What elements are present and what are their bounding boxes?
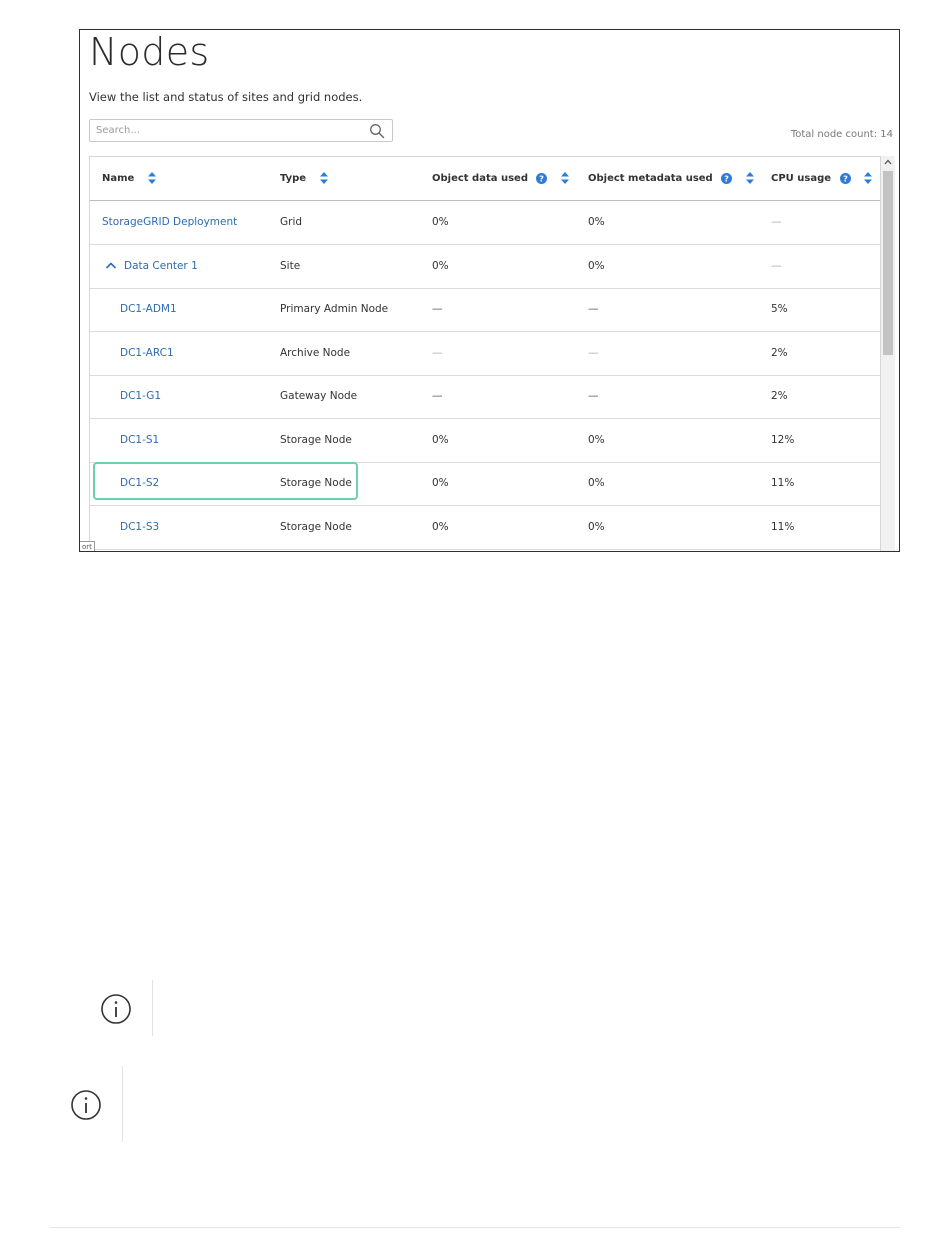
object-data-used: 0%	[432, 521, 449, 533]
screenshot-frame	[79, 29, 900, 552]
scrollbar-thumb[interactable]	[883, 171, 893, 355]
object-metadata-used: —	[588, 303, 599, 315]
table-row	[90, 288, 881, 332]
sort-icon[interactable]	[320, 172, 328, 184]
table-row	[90, 506, 881, 550]
node-name-link[interactable]: DC1-ADM1	[120, 303, 177, 315]
page-description: View the list and status of sites and grid nodes.	[89, 90, 363, 104]
node-name-link[interactable]: DC1-G1	[120, 390, 162, 402]
object-data-used: —	[432, 303, 443, 315]
cpu-usage: 11%	[771, 477, 795, 489]
page-title: Nodes	[89, 30, 210, 74]
node-type: Storage Node	[280, 521, 352, 533]
column-header-label: Name	[102, 173, 135, 184]
node-name-link[interactable]: DC1-ARC1	[120, 347, 174, 359]
highlight-box	[93, 462, 358, 500]
site-toggle[interactable]	[106, 245, 198, 288]
object-metadata-used: —	[588, 390, 599, 402]
svg-text:?: ?	[724, 172, 730, 183]
sort-icon[interactable]	[746, 172, 754, 184]
column-header-object-data-used[interactable]	[432, 157, 569, 200]
object-data-used: 0%	[432, 260, 449, 272]
node-type: Site	[280, 260, 301, 272]
note-divider	[152, 980, 153, 1036]
node-type: Archive Node	[280, 347, 351, 359]
table-row	[90, 332, 881, 376]
column-header-label: Object metadata used	[588, 173, 713, 184]
node-type: Gateway Node	[280, 390, 358, 402]
info-icon	[70, 1089, 102, 1121]
sort-icon[interactable]	[148, 172, 156, 184]
column-header-type[interactable]	[280, 157, 328, 200]
info-icon	[100, 993, 132, 1025]
column-header-cpu-usage[interactable]	[771, 157, 872, 200]
node-type: Storage Node	[280, 477, 352, 489]
cpu-usage: 2%	[771, 347, 788, 359]
object-data-used: —	[432, 390, 443, 402]
footer-divider	[50, 1227, 900, 1228]
scroll-up-arrow-icon[interactable]	[884, 159, 892, 165]
help-icon[interactable]	[721, 173, 732, 184]
table-scrollbar[interactable]	[881, 156, 895, 552]
cpu-usage: 12%	[771, 434, 795, 446]
note-divider	[122, 1066, 123, 1142]
svg-text:?: ?	[539, 172, 545, 183]
column-header-label: CPU usage	[771, 173, 832, 184]
sort-icon[interactable]	[561, 172, 569, 184]
help-icon[interactable]	[536, 173, 547, 184]
cpu-usage: 2%	[771, 390, 788, 402]
node-type: Primary Admin Node	[280, 303, 389, 315]
search-input[interactable]	[90, 120, 372, 141]
table-header	[90, 157, 881, 201]
object-data-used: 0%	[432, 216, 449, 228]
cpu-usage: 11%	[771, 521, 795, 533]
table-row	[90, 375, 881, 419]
column-header-object-metadata-used[interactable]	[588, 157, 754, 200]
node-type: Storage Node	[280, 434, 352, 446]
node-type: Grid	[280, 216, 303, 228]
cpu-usage: —	[771, 260, 782, 272]
total-node-count: Total node count: 14	[790, 129, 893, 140]
object-metadata-used: 0%	[588, 216, 605, 228]
object-metadata-used: 0%	[588, 521, 605, 533]
node-name-link[interactable]: DC1-S3	[120, 521, 160, 533]
node-name-link[interactable]: StorageGRID Deployment	[102, 216, 238, 228]
node-name-link[interactable]: DC1-S1	[120, 434, 160, 446]
column-header-label: Object data used	[432, 173, 528, 184]
object-metadata-used: 0%	[588, 434, 605, 446]
object-metadata-used: —	[588, 347, 599, 359]
object-data-used: 0%	[432, 434, 449, 446]
search-box	[89, 119, 393, 142]
object-data-used: 0%	[432, 477, 449, 489]
svg-text:?: ?	[842, 172, 848, 183]
object-metadata-used: 0%	[588, 260, 605, 272]
object-data-used: —	[432, 347, 443, 359]
node-name-link[interactable]: DC1-S2	[120, 477, 160, 489]
search-icon[interactable]	[369, 123, 385, 139]
table-row	[90, 245, 881, 289]
column-header-name[interactable]	[102, 157, 156, 200]
column-header-label: Type	[280, 173, 307, 184]
cpu-usage: 5%	[771, 303, 788, 315]
table-row	[90, 201, 881, 245]
cpu-usage: —	[771, 216, 782, 228]
sort-icon[interactable]	[864, 172, 872, 184]
chevron-up-icon[interactable]	[106, 261, 116, 269]
tooltip-fragment: ort	[80, 541, 95, 552]
node-name-link[interactable]: Data Center 1	[124, 260, 198, 272]
object-metadata-used: 0%	[588, 477, 605, 489]
table-row	[90, 419, 881, 463]
help-icon[interactable]	[840, 173, 851, 184]
